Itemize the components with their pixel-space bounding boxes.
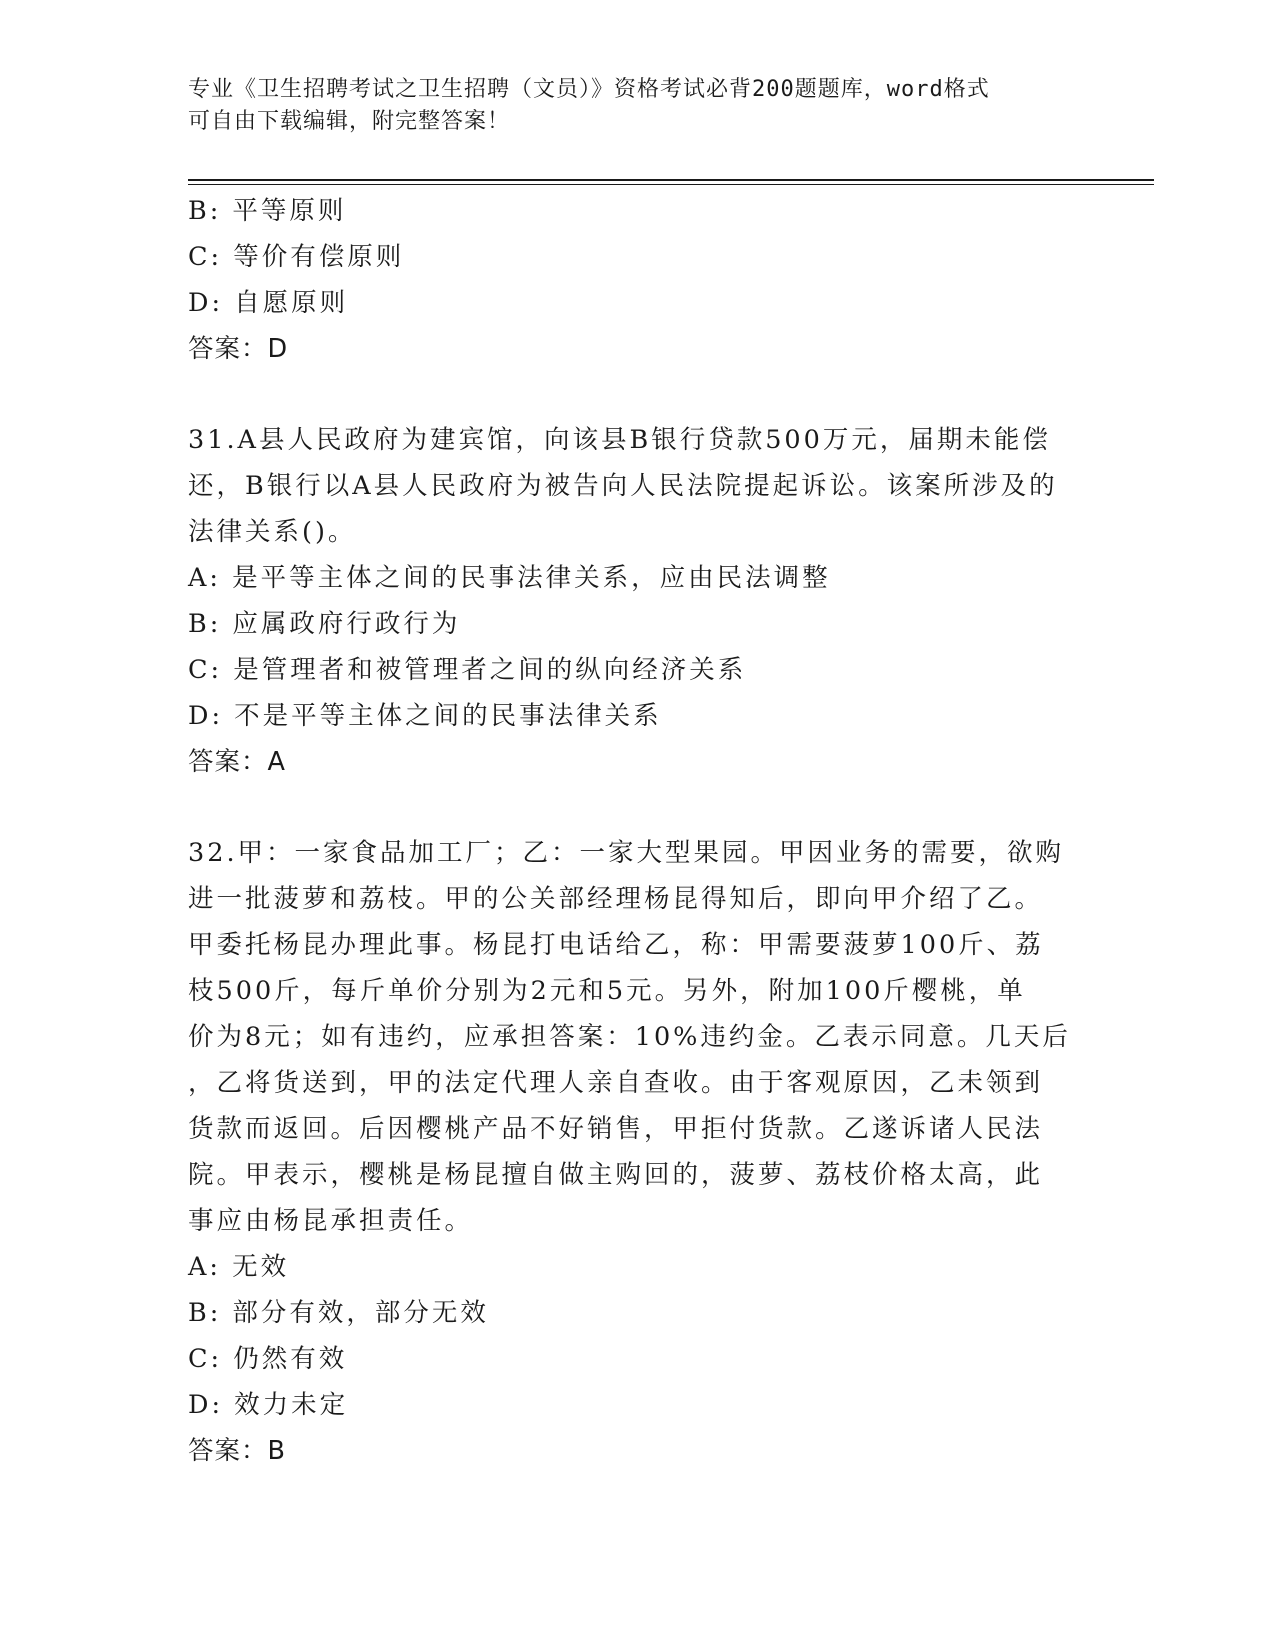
option-b: B: 部分有效，部分无效 bbox=[188, 1298, 489, 1328]
option-a: A: 是平等主体之间的民事法律关系，应由民法调整 bbox=[188, 563, 831, 593]
header-divider bbox=[188, 179, 1154, 181]
question-stem-line: 院。甲表示，樱桃是杨昆擅自做主购回的，菠萝、荔枝价格太高，此 bbox=[188, 1160, 1044, 1190]
question-stem-line: ，乙将货送到，甲的法定代理人亲自查收。由于客观原因，乙未领到 bbox=[188, 1068, 1044, 1098]
header-title-line-2: 可自由下载编辑，附完整答案！ bbox=[188, 109, 511, 134]
question-stem-line: 价为8元；如有违约，应承担答案：10%违约金。乙表示同意。几天后 bbox=[188, 1022, 1071, 1052]
option-d: D: 不是平等主体之间的民事法律关系 bbox=[188, 701, 662, 731]
option-c: C: 是管理者和被管理者之间的纵向经济关系 bbox=[188, 655, 747, 685]
option-a: A: 无效 bbox=[188, 1252, 290, 1282]
question-stem-line: 事应由杨昆承担责任。 bbox=[188, 1206, 474, 1236]
header-title-line-1: 专业《卫生招聘考试之卫生招聘（文员）》资格考试必背200题题库，word格式 bbox=[188, 77, 990, 102]
option-b: B: 应属政府行政行为 bbox=[188, 609, 461, 639]
question-stem-line: 还，B银行以A县人民政府为被告向人民法院提起诉讼。该案所涉及的 bbox=[188, 471, 1058, 501]
question-stem-line: 货款而返回。后因樱桃产品不好销售，甲拒付货款。乙遂诉诸人民法 bbox=[188, 1114, 1044, 1144]
option-d: D: 自愿原则 bbox=[188, 288, 349, 318]
answer-line: 答案：B bbox=[188, 1436, 286, 1466]
header-divider-thin bbox=[188, 184, 1154, 185]
spacer bbox=[188, 372, 1088, 417]
answer-line: 答案：D bbox=[188, 334, 289, 364]
question-31 bbox=[188, 417, 1088, 785]
answer-line: 答案：A bbox=[188, 747, 286, 777]
question-stem-line: 枝500斤，每斤单价分别为2元和5元。另外，附加100斤樱桃，单 bbox=[188, 976, 1026, 1006]
option-b: B: 平等原则 bbox=[188, 196, 347, 226]
option-c: C: 等价有偿原则 bbox=[188, 242, 405, 272]
question-stem-line: 32.甲：一家食品加工厂；乙：一家大型果园。甲因业务的需要，欲购 bbox=[188, 838, 1065, 868]
question-block-continued bbox=[188, 188, 1088, 372]
document-header bbox=[188, 74, 1088, 138]
question-stem-line: 进一批菠萝和荔枝。甲的公关部经理杨昆得知后，即向甲介绍了乙。 bbox=[188, 884, 1044, 914]
question-32 bbox=[188, 830, 1088, 1474]
spacer bbox=[188, 785, 1088, 830]
question-stem-line: 甲委托杨昆办理此事。杨昆打电话给乙，称：甲需要菠萝100斤、荔 bbox=[188, 930, 1044, 960]
option-d: D: 效力未定 bbox=[188, 1390, 349, 1420]
question-stem-line: 法律关系()。 bbox=[188, 517, 357, 547]
document-body bbox=[188, 188, 1088, 1474]
question-stem-line: 31.A县人民政府为建宾馆，向该县B银行贷款500万元，届期未能偿 bbox=[188, 425, 1051, 455]
option-c: C: 仍然有效 bbox=[188, 1344, 348, 1374]
